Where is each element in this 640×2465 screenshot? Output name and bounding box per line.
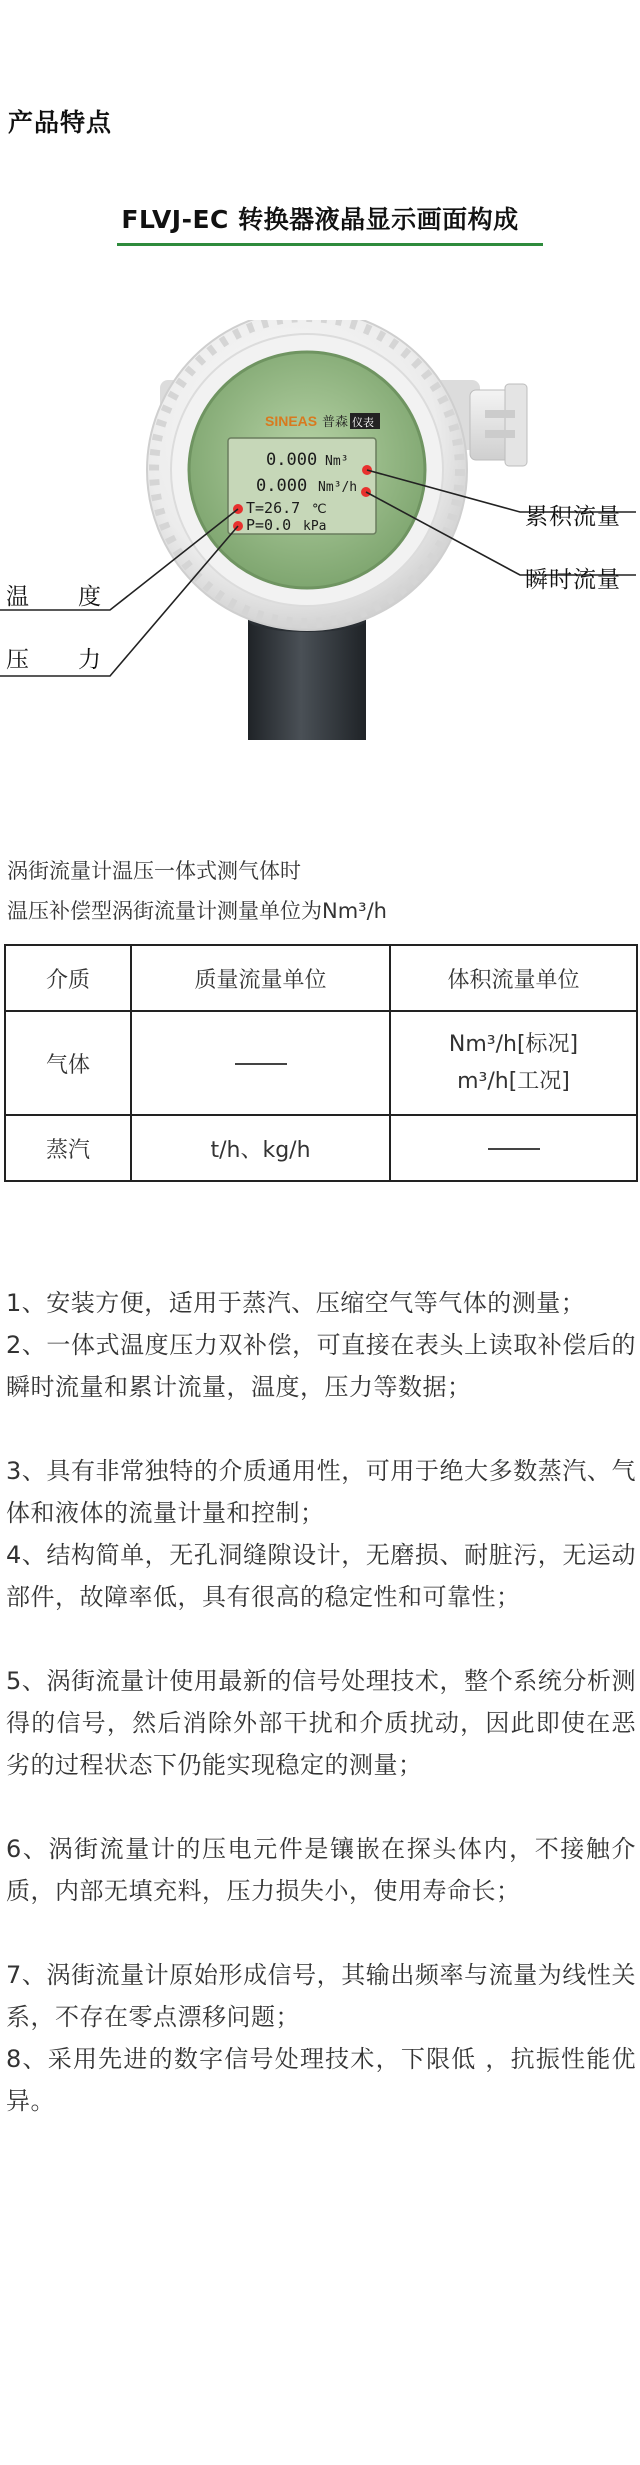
- cell-mass: [131, 1011, 390, 1115]
- section-title: 产品特点: [8, 108, 113, 137]
- feature-item: 7、涡街流量计原始形成信号，其输出频率与流量为线性关系，不存在零点漂移问题；: [6, 1961, 636, 2031]
- feature-item: 3、具有非常独特的介质通用性，可用于绝大多数蒸汽、气体和液体的流量计量和控制；: [6, 1457, 636, 1527]
- lcd-cumulative-value: 0.000: [266, 450, 318, 470]
- header-mass-unit: 质量流量单位: [131, 945, 390, 1011]
- brand-logo: SINEAS: [265, 413, 318, 429]
- brand-badge-mark: 仪表: [352, 416, 374, 429]
- empty-dash: [488, 1148, 540, 1150]
- flowmeter-illustration: [0, 320, 640, 750]
- table-header-row: [5, 945, 637, 1011]
- lcd-temperature-unit: ℃: [312, 502, 327, 517]
- cell-volume: [390, 1011, 637, 1115]
- feature-list: [6, 1282, 636, 2122]
- feature-item: 6、涡街流量计的压电元件是镶嵌在探头体内，不接触介质，内部无填充料，压力损失小，使用寿命长；: [6, 1835, 636, 1905]
- callout-pressure: 压 力: [6, 647, 102, 673]
- volume-unit-working: m³/h[工况]: [457, 1069, 570, 1094]
- lcd-pressure-unit: kPa: [303, 519, 327, 534]
- header-volume-unit: 体积流量单位: [390, 945, 637, 1011]
- table-row: [5, 1011, 637, 1115]
- cable-gland: [470, 384, 527, 466]
- callout-instant-flow: 瞬时流量: [525, 567, 621, 593]
- units-table: [4, 944, 638, 1182]
- display-title: FLVJ-EC 转换器液晶显示画面构成: [121, 205, 519, 234]
- cell-mass: t/h、kg/h: [131, 1115, 390, 1181]
- header-medium: 介质: [5, 945, 131, 1011]
- cell-medium: 气体: [5, 1011, 131, 1115]
- intro-line-1: 涡街流量计温压一体式测气体时: [7, 859, 301, 883]
- callout-cumulative-flow: 累积流量: [525, 504, 621, 530]
- feature-item: 5、涡街流量计使用最新的信号处理技术，整个系统分析测得的信号，然后消除外部干扰和介质扰动，因此即使在恶劣的过程状态下仍能实现稳定的测量；: [6, 1667, 636, 1779]
- lcd-instant-value: 0.000: [256, 476, 308, 496]
- lcd-cumulative-unit: Nm³: [325, 454, 349, 469]
- volume-unit-standard: Nm³/h[标况]: [448, 1032, 579, 1057]
- callout-temperature: 温 度: [6, 584, 102, 610]
- intro-line-2: 温压补偿型涡街流量计测量单位为Nm³/h: [7, 899, 387, 923]
- brand-badge: 普森: [322, 415, 349, 430]
- empty-dash: [235, 1063, 287, 1065]
- lcd-pressure-value: P=0.0: [246, 516, 292, 534]
- title-underline: [117, 243, 543, 246]
- feature-item: 4、结构简单，无孔洞缝隙设计，无磨损、耐脏污，无运动部件，故障率低，具有很高的稳定性和可靠性；: [6, 1541, 636, 1611]
- feature-item: 1、安装方便，适用于蒸汽、压缩空气等气体的测量；: [6, 1289, 586, 1317]
- lcd-instant-unit: Nm³/h: [318, 480, 358, 495]
- feature-item: 2、一体式温度压力双补偿，可直接在表头上读取补偿后的瞬时流量和累计流量，温度，压力等数据；: [6, 1331, 636, 1401]
- feature-item: 8、采用先进的数字信号处理技术，下限低 ，抗振性能优异。: [6, 2045, 636, 2115]
- table-row: [5, 1115, 637, 1181]
- cell-medium: 蒸汽: [5, 1115, 131, 1181]
- cell-volume: [390, 1115, 637, 1181]
- pipe: [248, 620, 366, 740]
- lcd-temperature-value: T=26.7: [246, 499, 301, 517]
